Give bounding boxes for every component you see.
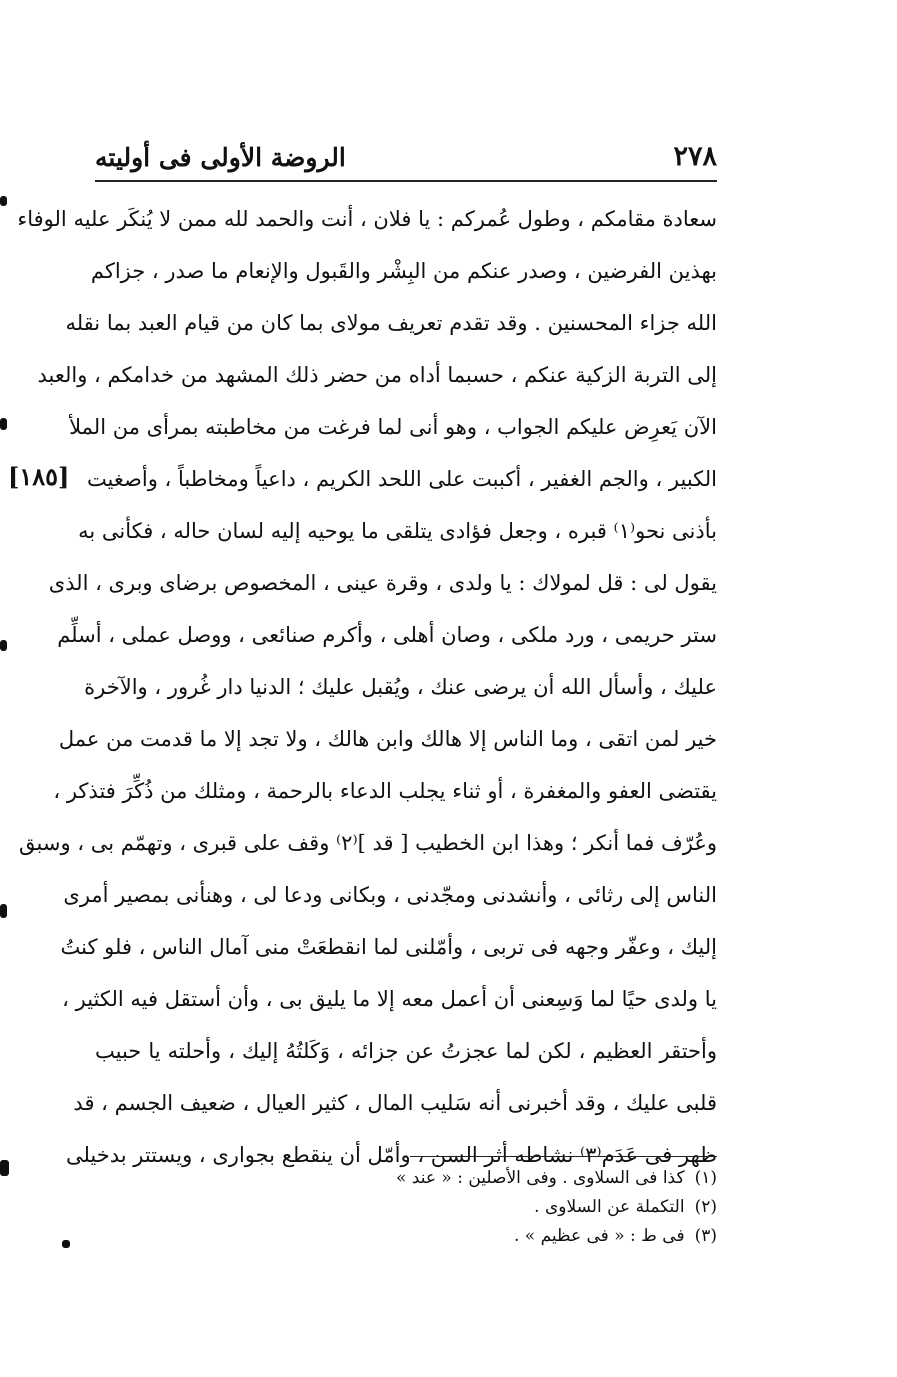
text-line: يقتضى العفو والمغفرة ، أو ثناء يجلب الدعاء بالرحمة ، ومثلك من ذُكِّرَ فتذكر ، (53, 779, 717, 803)
text-line: الناس إلى رثائى ، وأنشدنى ومجّدنى ، وبكانى ودعا لى ، وهنأنى بمصير أمرى (63, 883, 717, 907)
text-line: بهذين الفرضين ، وصدر عنكم من البِشْر والقَبول والإنعام ما صدر ، جزاكم (90, 259, 717, 283)
text-line: الآن يَعرِض عليكم الجواب ، وهو أنى لما فرغت من مخاطبته بمرأى من الملأ (69, 415, 717, 439)
footnote-rule (410, 1156, 717, 1157)
text-line: الله جزاء المحسنين . وقد تقدم تعريف مولاى بما كان من قيام العبد بما نقله (65, 311, 717, 335)
footnote-text: فى ط : « فى عظيم » . (513, 1226, 685, 1246)
text-line: عليك ، وأسأل الله أن يرضى عنك ، ويُقبل عليك ؛ الدنيا دار غُرور ، والآخرة (84, 675, 717, 699)
page-number: ٢٧٨ (673, 141, 717, 172)
margin-page-reference: [١٨٥] (8, 462, 70, 491)
text-line: بأذنى نحو⁽١⁾ قبره ، وجعل فؤادى يتلقى ما يوحيه إليه لسان حاله ، فكأنى به (78, 519, 717, 543)
footnotes (396, 1164, 717, 1251)
scan-mark (0, 640, 7, 651)
footnote (396, 1193, 717, 1222)
header-rule (95, 180, 717, 182)
scan-mark (0, 196, 7, 206)
running-title: الروضة الأولى فى أوليته (95, 143, 346, 172)
text-line: وعُرّف فما أنكر ؛ وهذا ابن الخطيب [ قد ]⁽٢⁾ وقف على قبرى ، وتهمّم بى ، وسبق (19, 831, 717, 855)
footnote (396, 1164, 717, 1193)
page-header (95, 128, 717, 172)
footnote-text: كذا فى السلاوى . وفى الأصلين : « عند » (395, 1168, 685, 1188)
text-line: يقول لى : قل لمولاك : يا ولدى ، وقرة عينى ، المخصوص برضاى وبرى ، الذى (48, 571, 717, 595)
text-line: إليك ، وعفّر وجهه فى تربى ، وأمّلنى لما انقطعَتْ منى آمال الناس ، فلو كنتُ (60, 935, 717, 959)
scan-mark (0, 418, 7, 430)
text-line: وأحتقر العظيم ، لكن لما عجزتُ عن جزائه ، وَكَلتُهُ إليك ، وأحلته يا حبيب (95, 1039, 717, 1063)
text-line: ستر حريمى ، ورد ملكى ، وصان أهلى ، وأكرم صنائعى ، ووصل عملى ، أسلِّم (57, 623, 717, 647)
footnote-text: التكملة عن السلاوى . (534, 1197, 685, 1217)
text-line: خير لمن اتقى ، وما الناس إلا هالك وابن هالك ، ولا تجد إلا ما قدمت من عمل (58, 727, 717, 751)
text-line: يا ولدى حيًا لما وَسِعنى أن أعمل معه إلا ما يليق بى ، وأن أستقل فيه الكثير ، (62, 987, 717, 1011)
footnote-number: (١) (694, 1168, 717, 1188)
text-line: الكبير ، والجم الغفير ، أكببت على اللحد الكريم ، داعياً ومخاطباً ، وأصغيت (86, 467, 717, 491)
text-line: قلبى عليك ، وقد أخبرنى أنه سَليب المال ، كثير العيال ، ضعيف الجسم ، قد (73, 1091, 717, 1115)
scan-mark (0, 904, 7, 918)
footnote (396, 1222, 717, 1251)
footnote-number: (٣) (694, 1226, 717, 1246)
scan-mark (62, 1240, 70, 1248)
text-line: ظهر فى عَدَم⁽٣⁾ نشاطه أثر السن ، وأمّل أن ينقطع بجوارى ، ويستتر بدخيلى (65, 1143, 717, 1167)
text-line: سعادة مقامكم ، وطول عُمركم : يا فلان ، أنت والحمد لله ممن لا يُنكَر عليه الوفاء (17, 207, 717, 231)
text-line: إلى التربة الزكية عنكم ، حسبما أداه من حضر ذلك المشهد من خدامكم ، والعبد (37, 363, 717, 387)
scan-mark (0, 1160, 9, 1176)
footnote-number: (٢) (694, 1197, 717, 1217)
